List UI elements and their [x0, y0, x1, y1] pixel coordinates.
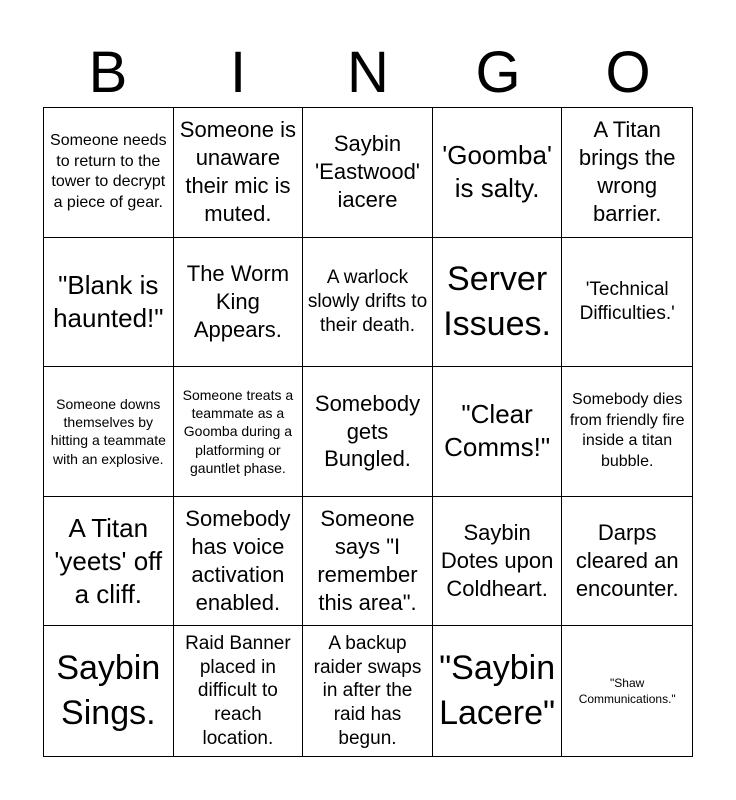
- header-letter-n: N: [347, 40, 389, 105]
- bingo-cell-r3-c2[interactable]: [174, 367, 304, 497]
- bingo-cell-r3-c5[interactable]: [562, 367, 692, 497]
- bingo-cell-r3-c4[interactable]: [433, 367, 563, 497]
- cell-text: 'Technical Difficulties.': [579, 279, 675, 324]
- cell-text: Somebody dies from friendly fire inside a titan bubble.: [569, 390, 685, 471]
- bingo-cell-r5-c3[interactable]: [303, 626, 433, 756]
- bingo-cell-r5-c2[interactable]: [174, 626, 304, 756]
- cell-text: Saybin 'Eastwood' iacere: [314, 131, 420, 213]
- bingo-cell-r1-c4[interactable]: [433, 108, 563, 238]
- cell-text: Somebody gets Bungled.: [314, 390, 421, 472]
- bingo-header: [43, 40, 693, 106]
- cell-text: A Titan brings the wrong barrier.: [578, 117, 676, 227]
- cell-text: A backup raider swaps in after the raid has begun.: [313, 632, 422, 749]
- bingo-cell-r2-c3[interactable]: [303, 238, 433, 368]
- bingo-cell-r3-c3[interactable]: [303, 367, 433, 497]
- cell-text: Saybin Sings.: [56, 649, 161, 733]
- header-letter-b: B: [88, 40, 128, 105]
- bingo-cell-r2-c1[interactable]: [44, 238, 174, 368]
- cell-text: Server Issues.: [443, 260, 551, 343]
- cell-text: Raid Banner placed in difficult to reach location.: [185, 632, 291, 749]
- cell-text: Someone says "I remember this area".: [317, 506, 418, 616]
- bingo-cell-r5-c5[interactable]: [562, 626, 692, 756]
- bingo-cell-r2-c5[interactable]: [562, 238, 692, 368]
- bingo-cell-r1-c2[interactable]: [174, 108, 304, 238]
- header-letter-i: I: [229, 40, 247, 105]
- header-letter-o: O: [605, 40, 651, 105]
- bingo-cell-r5-c1[interactable]: [44, 626, 174, 756]
- header-letter-g: G: [475, 40, 521, 105]
- cell-text: "Saybin Lacere": [439, 649, 556, 733]
- bingo-cell-r5-c4[interactable]: [433, 626, 563, 756]
- bingo-board: [43, 107, 693, 757]
- bingo-cell-r1-c1[interactable]: [44, 108, 174, 238]
- bingo-cell-r4-c1[interactable]: [44, 497, 174, 627]
- bingo-cell-r1-c5[interactable]: [562, 108, 692, 238]
- bingo-cell-r4-c4[interactable]: [433, 497, 563, 627]
- bingo-cell-r2-c2[interactable]: [174, 238, 304, 368]
- cell-text: "Shaw Communications.": [578, 676, 676, 707]
- bingo-cell-r4-c2[interactable]: [174, 497, 304, 627]
- cell-text: Someone treats a teammate as a Goomba during a platforming or gauntlet phase.: [182, 387, 294, 476]
- cell-text: "Blank is haunted!": [53, 269, 164, 333]
- cell-text: Someone is unaware their mic is muted.: [179, 117, 296, 227]
- bingo-cell-r4-c5[interactable]: [562, 497, 692, 627]
- cell-text: "Clear Comms!": [444, 399, 551, 463]
- cell-text: Somebody has voice activation enabled.: [185, 506, 291, 616]
- bingo-cell-r1-c3[interactable]: [303, 108, 433, 238]
- bingo-cell-r3-c1[interactable]: [44, 367, 174, 497]
- cell-text: A Titan 'yeets' off a cliff.: [54, 512, 163, 609]
- cell-text: The Worm King Appears.: [186, 260, 290, 342]
- cell-text: Darps cleared an encounter.: [575, 520, 679, 602]
- bingo-cell-r2-c4[interactable]: [433, 238, 563, 368]
- bingo-cell-r4-c3[interactable]: [303, 497, 433, 627]
- cell-text: Saybin Dotes upon Coldheart.: [440, 520, 554, 602]
- cell-text: Someone downs themselves by hitting a teammate with an explosive.: [50, 396, 166, 467]
- cell-text: A warlock slowly drifts to their death.: [307, 267, 428, 336]
- cell-text: 'Goomba' is salty.: [442, 140, 552, 204]
- cell-text: Someone needs to return to the tower to decrypt a piece of gear.: [50, 131, 167, 212]
